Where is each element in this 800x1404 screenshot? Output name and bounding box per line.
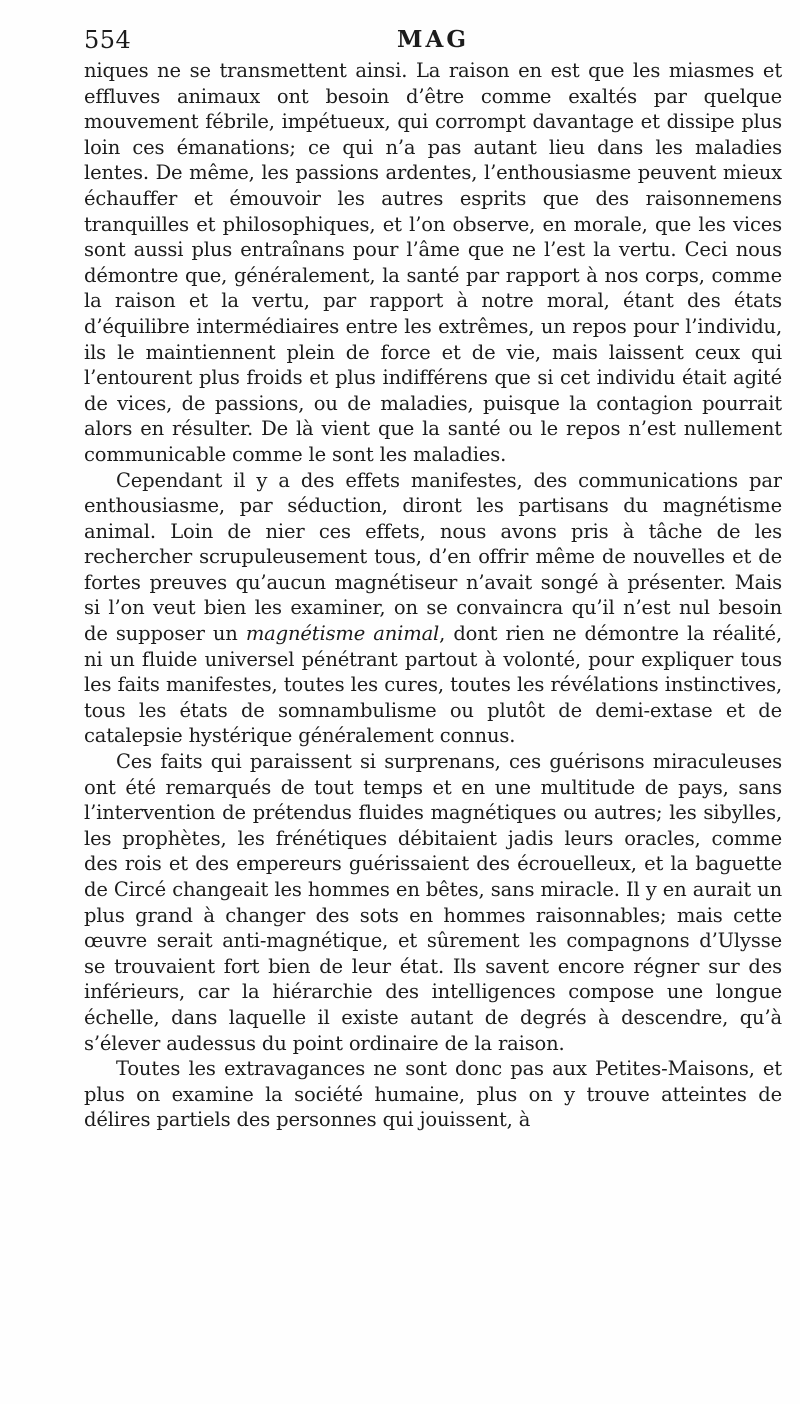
paragraph-4 [84, 1056, 782, 1133]
paragraph-text: Toutes les extravagances ne sont donc pas aux Petites-Maisons, et plus on examine la société humaine, plus on y trouve atteintes de délires partiels des personnes qui jouissent, à [84, 1057, 782, 1132]
paragraph-1 [84, 58, 782, 468]
body-text [84, 58, 782, 1268]
paragraph-text: , dont rien ne démontre la réalité, ni un fluide universel pénétrant partout à volonté, pour expliquer tous les faits manifestes, toutes les cures, toutes les révélations instinctives, tous les états de somnambulisme ou plutôt de demi-extase et de catalepsie hystérique généralement connus. [84, 622, 782, 748]
page-number: 554 [84, 26, 132, 54]
paragraph-text: niques ne se transmettent ainsi. La raison en est que les miasmes et effluves animaux ont besoin d’être comme exaltés par quelque mouvement fébrile, impétueux, qui corrompt davantage et dissipe plus loin ces émanations; ce qui n’a pas autant lieu dans les maladies lentes. De même, les passions ardentes, l’enthousiasme peuvent mieux échauffer et émouvoir les autres esprits que des raisonnemens tranquilles et philosophiques, et l’on observe, en morale, que les vices sont aussi plus entraînans pour l’âme que ne l’est la vertu. Ceci nous démontre que, généralement, la santé par rapport à nos corps, comme la raison et la vertu, par rapport à notre moral, étant des états d’équilibre intermédiaires entre les extrêmes, un repos pour l’individu, ils le maintiennent plein de force et de vie, mais laissent ceux qui l’entourent plus froids et plus indifférens que si cet individu était agité de vices, de passions, ou de maladies, puisque la contagion pourrait alors en résulter. De là vient que la santé ou le repos n’est nullement communicable comme le sont les maladies. [84, 59, 782, 466]
paragraph-2 [84, 468, 782, 750]
paragraph-text: Ces faits qui paraissent si surprenans, ces guérisons miraculeuses ont été remarqués de tout temps et en une multitude de pays, sans l’intervention de prétendus fluides magnétiques ou autres; les sibylles, les prophètes, les frénétiques débitaient jadis leurs oracles, comme des rois et des empereurs guérissaient des écrouelleux, et la baguette de Circé changeait les hommes en bêtes, sans miracle. Il y en aurait un plus grand à changer des sots en hommes raisonnables; mais cette œuvre serait anti-magnétique, et sûrement les compagnons d’Ulysse se trouvaient fort bien de leur état. Ils savent encore régner sur des inférieurs, car la hiérarchie des intelligences compose une longue échelle, dans laquelle il existe autant de degrés à descendre, qu’à s’élever audessus du point ordinaire de la raison. [84, 750, 782, 1055]
italic-term: magnétisme animal [245, 622, 440, 646]
paragraph-text: Cependant il y a des effets manifestes, des communications par enthousiasme, par séduction, diront les partisans du magnétisme animal. Loin de nier ces effets, nous avons pris à tâche de les rechercher scrupuleusement tous, d’en offrir même de nouvelles et de fortes preuves qu’aucun magnétiseur n’avait songé à présenter. Mais si l’on veut bien les examiner, on se convaincra qu’il n’est nul besoin de supposer un [84, 468, 782, 646]
page-header [84, 26, 782, 58]
paragraph-3 [84, 749, 782, 1056]
running-title: MAG [397, 26, 469, 53]
